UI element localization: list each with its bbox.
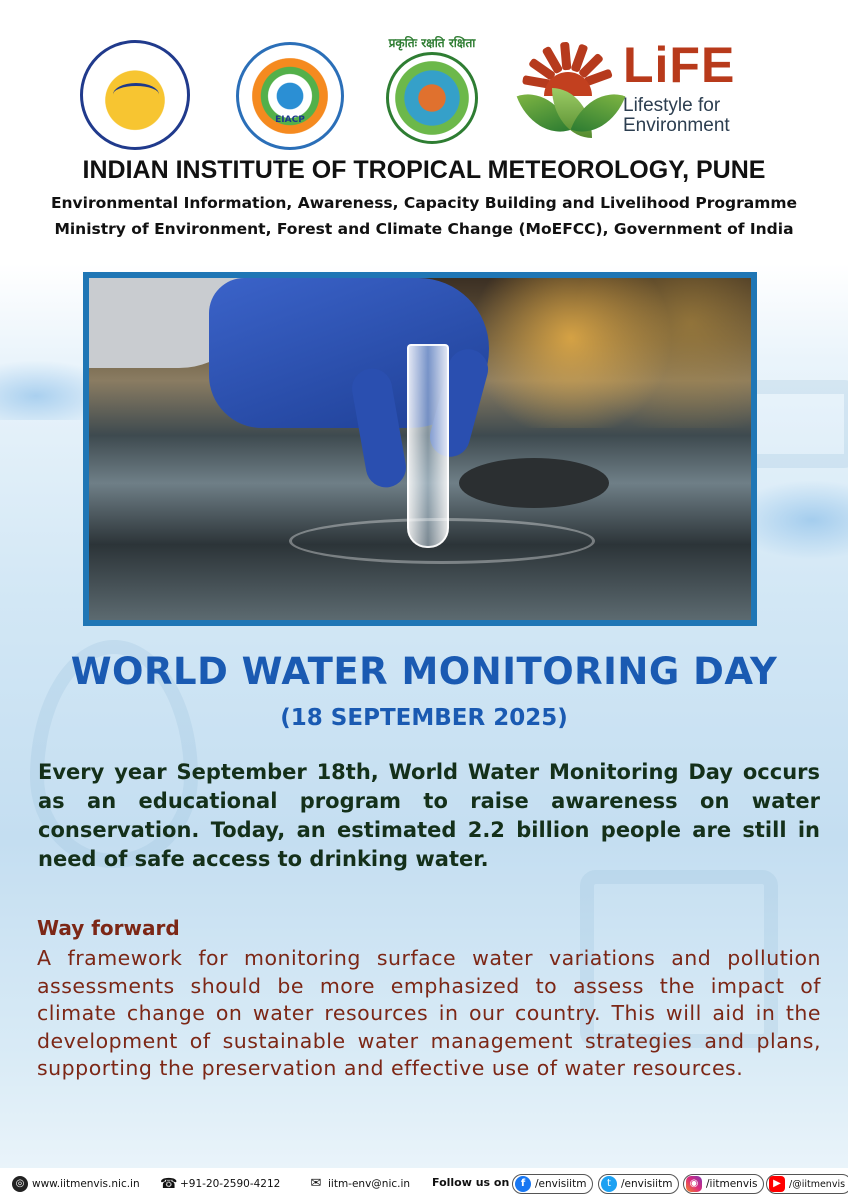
phone-text: +91-20-2590-4212 bbox=[180, 1178, 281, 1190]
life-sub-line1: Lifestyle for bbox=[623, 95, 721, 116]
facebook-icon: f bbox=[515, 1176, 531, 1192]
footer bbox=[0, 1168, 848, 1200]
life-logo-title: LiFE bbox=[623, 37, 736, 93]
mail-icon: ✉ bbox=[310, 1176, 322, 1191]
institute-name: INDIAN INSTITUTE OF TROPICAL METEOROLOGY, PUNE bbox=[82, 156, 766, 184]
ministry-name: Ministry of Environment, Forest and Climate Change (MoEFCC), Government of India bbox=[54, 220, 794, 238]
facebook-text: /envisiitm bbox=[535, 1178, 587, 1190]
way-forward-body: A framework for monitoring surface water variations and pollution assessments should be more emphasized to assess the impact of climate change on water resources in our country. This will aid in the development of sustainable water management strategies and plans, supporting the preservation and effective use of water resources. bbox=[37, 946, 821, 1080]
footer-phone[interactable] bbox=[160, 1176, 280, 1192]
iitm-logo bbox=[80, 40, 190, 150]
logo-row bbox=[0, 30, 848, 150]
website-text: www.iitmenvis.nic.in bbox=[32, 1178, 140, 1190]
event-date: (18 SEPTEMBER 2025) bbox=[280, 705, 568, 731]
page-title: WORLD WATER MONITORING DAY bbox=[70, 650, 778, 693]
instagram-text: /iitmenvis bbox=[706, 1178, 758, 1190]
water-sampling-photo bbox=[83, 272, 757, 626]
prakriti-logo-text: प्रकृतिः रक्षति रक्षिता bbox=[388, 36, 476, 50]
way-forward-heading: Way forward bbox=[37, 916, 180, 940]
youtube-text: /@iitmenvis bbox=[789, 1178, 846, 1190]
instagram-link[interactable] bbox=[683, 1174, 764, 1194]
life-sub-line2: Environment bbox=[623, 114, 730, 136]
twitter-link[interactable] bbox=[598, 1174, 679, 1194]
footer-email[interactable] bbox=[308, 1176, 410, 1192]
youtube-link[interactable] bbox=[766, 1174, 848, 1194]
youtube-icon: ▶ bbox=[769, 1176, 785, 1192]
life-sun-icon bbox=[518, 38, 618, 138]
follow-label: Follow us on bbox=[432, 1176, 510, 1189]
twitter-icon: t bbox=[601, 1176, 617, 1192]
facebook-link[interactable] bbox=[512, 1174, 593, 1194]
programme-name: Environmental Information, Awareness, Capacity Building and Livelihood Programme bbox=[50, 194, 798, 212]
email-text: iitm-env@nic.in bbox=[328, 1178, 411, 1190]
eiacp-logo-text: EIACP bbox=[275, 115, 305, 125]
instagram-icon: ◉ bbox=[686, 1176, 702, 1192]
footer-website[interactable] bbox=[12, 1176, 140, 1192]
prakriti-logo bbox=[386, 52, 478, 144]
life-logo-subtitle bbox=[623, 96, 730, 136]
phone-icon: ☎ bbox=[160, 1176, 178, 1192]
eiacp-logo bbox=[236, 42, 344, 150]
rock bbox=[459, 458, 609, 508]
intro-paragraph: Every year September 18th, World Water Monitoring Day occurs as an educational program to raise awareness on water conservation. Today, an estimated 2.2 billion people are still in need of safe access to drinking water. bbox=[38, 760, 820, 871]
globe-icon: ◎ bbox=[12, 1176, 28, 1192]
twitter-text: /envisiitm bbox=[621, 1178, 673, 1190]
